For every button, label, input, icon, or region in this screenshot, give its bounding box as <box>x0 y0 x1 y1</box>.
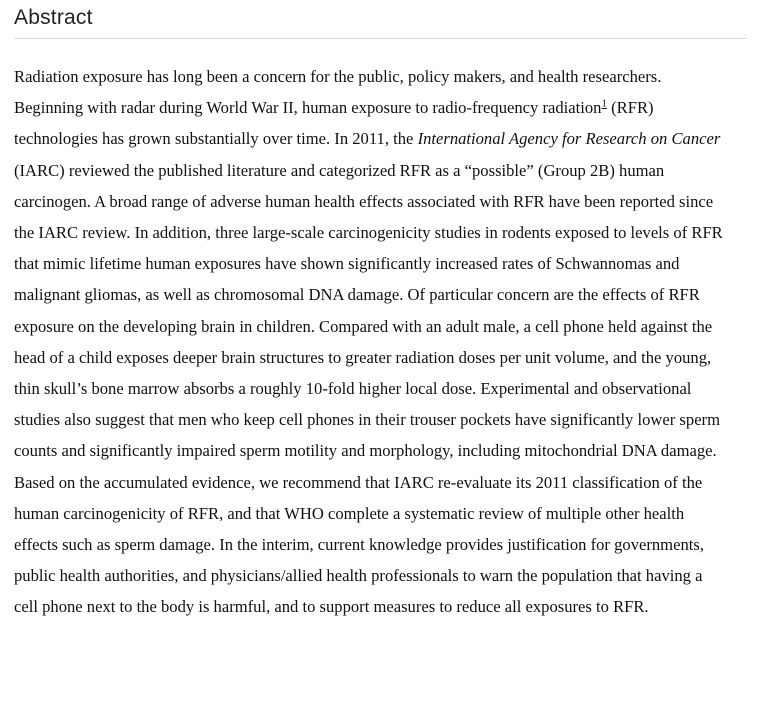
abstract-text-part-1: Radiation exposure has long been a concern for the public, policy makers, and health researchers. Beginning with radar during World War II, human exposure to radio-frequency radiation <box>14 67 662 118</box>
abstract-text <box>14 61 747 623</box>
page-title: Abstract <box>14 6 93 29</box>
journal-or-agency-name: International Agency for Research on Cancer <box>417 129 721 149</box>
abstract-text-part-3: (IARC) reviewed the published literature and categorized RFR as a “possible” (Group 2B) human carcinogen. A broad range of adverse human health effects associated with RFR have been reported since the IARC review. In addition, three large-scale carcinogenicity studies in rodents exposed to levels of RFR that mimic lifetime human exposures have shown significantly increased rates of Schwannomas and malignant gliomas, as well as chromosomal DNA damage. Of particular concern are the effects of RFR exposure on the developing brain in children. Compared with an adult male, a cell phone held against the head of a child exposes deeper brain structures to greater radiation doses per unit volume, and the young, thin skull’s bone marrow absorbs a roughly 10-fold higher local dose. Experimental and observational studies also suggest that men who keep cell phones in their trouser pockets have significantly lower sperm counts and significantly impaired sperm motility and morphology, including mitochondrial DNA damage. Based on the accumulated evidence, we recommend that IARC re-evaluate its 2011 classification of the human carcinogenicity of RFR, and that WHO complete a systematic review of multiple other health effects such as sperm damage. In the interim, current knowledge provides justification for governments, public health authorities, and physicians/allied health professionals to warn the population that having a cell phone next to the body is harmful, and to support measures to reduce all exposures to RFR. <box>14 160 723 617</box>
abstract-text-part-2: (RFR) technologies has grown substantially over time. In 2011, the <box>14 98 654 149</box>
footnote-link-1[interactable]: 1 <box>601 97 607 110</box>
heading-divider <box>14 38 747 39</box>
abstract-page <box>0 6 761 701</box>
